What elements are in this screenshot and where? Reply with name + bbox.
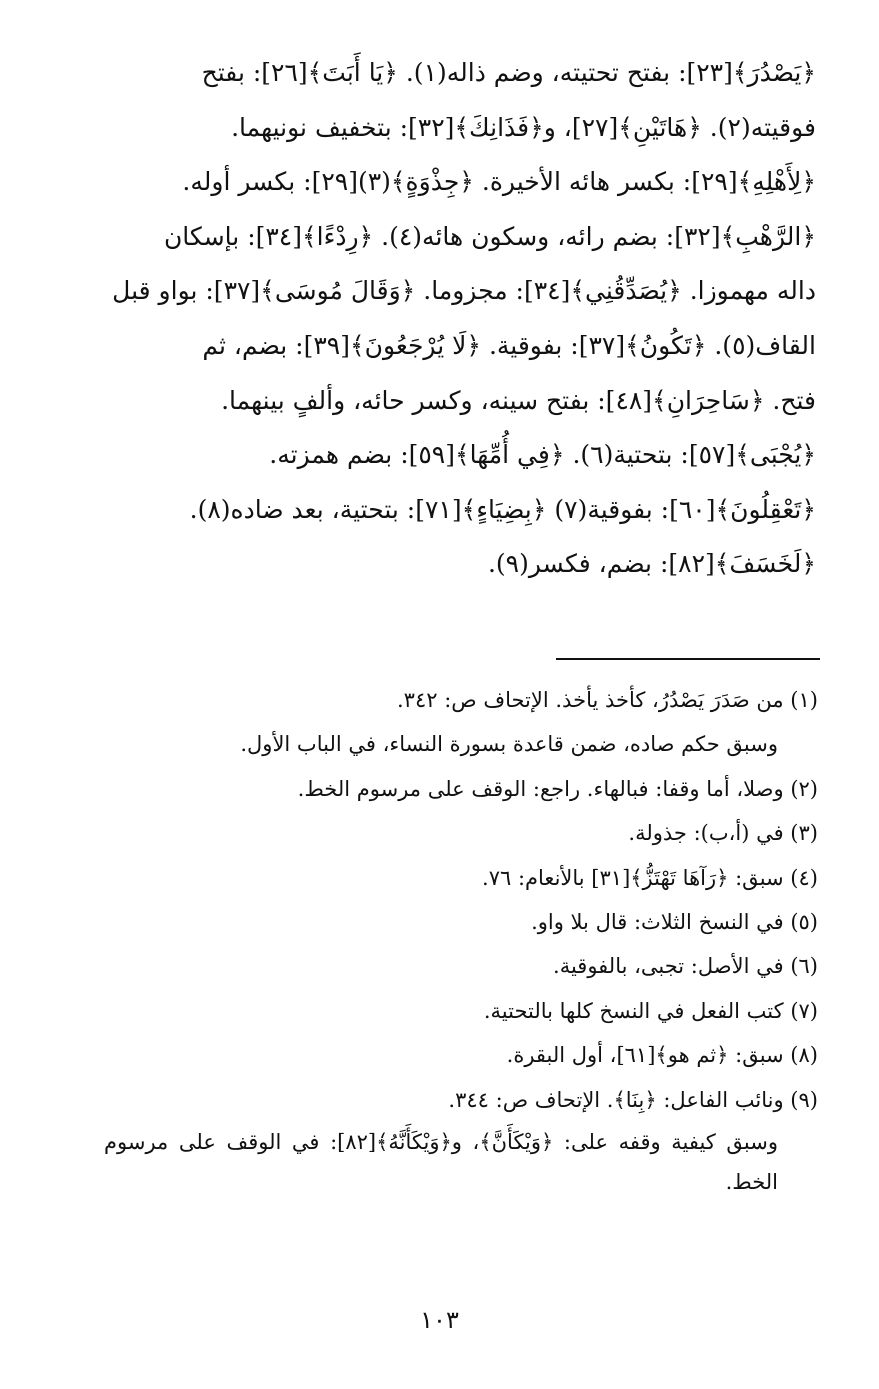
footnote-5: (٥) في النسخ الثلاث: قال بلا واو. bbox=[531, 910, 818, 935]
footnote-1: (١) من صَدَرَ يَصْدُرُ، كأخذ يأخذ. الإتحاف ص: ٣٤٢. bbox=[396, 688, 818, 712]
footnote-9-continuation: وسبق كيفية وقفه على: ﴿وَيْكَأَنَّ﴾، و﴿وَيْكَأَنَّهُ﴾[٨٢]: في الوقف على مرسوم الخط. bbox=[104, 1130, 778, 1195]
main-line: فتح. ﴿سَاحِرَانِ﴾[٤٨]: بفتح سينه، وكسر حائه، وألفٍ بينهما. bbox=[221, 385, 816, 415]
footnote-7: (٧) كتب الفعل في النسخ كلها بالتحتية. bbox=[483, 998, 818, 1023]
footnote-8: (٨) سبق: ﴿ثم هو﴾[٦١]، أول البقرة. bbox=[506, 1043, 818, 1068]
main-line: ﴿يَصْدُرَ﴾[٢٣]: بفتح تحتيته، وضم ذاله(١). ﴿يَا أَبَتَ﴾[٢٦]: بفتح bbox=[201, 58, 816, 87]
main-line: ﴿لَخَسَفَ﴾[٨٢]: بضم، فكسر(٩). bbox=[487, 549, 816, 579]
footnote-separator bbox=[556, 658, 820, 660]
main-line: ﴿يُجْبَى﴾[٥٧]: بتحتية(٦). ﴿فِي أُمِّهَا﴾[٥٩]: بضم همزته. bbox=[269, 440, 816, 470]
footnote-2: (٢) وصلا، أما وقفا: فبالهاء. راجع: الوقف على مرسوم الخط. bbox=[297, 776, 818, 801]
main-line: القاف(٥). ﴿تَكُونُ﴾[٣٧]: بفوقية. ﴿لَا يُرْجَعُونَ﴾[٣٩]: بضم، ثم bbox=[202, 330, 816, 360]
footnote-6: (٦) في الأصل: تجبى، بالفوقية. bbox=[553, 954, 818, 979]
footnotes bbox=[104, 678, 820, 1202]
main-line: فوقيته(٢). ﴿هَاتَيْنِ﴾[٢٧]، و﴿فَذَانِكَ﴾[٣٢]: بتخفيف نونيهما. bbox=[231, 112, 816, 142]
page-number: ١٠٣ bbox=[420, 1306, 459, 1334]
footnote-3: (٣) في (أ،ب): جذولة. bbox=[628, 821, 818, 846]
main-text bbox=[104, 46, 816, 592]
footnote-4: (٤) سبق: ﴿رَآهَا تَهْتَزُّ﴾[٣١] بالأنعام: ٧٦. bbox=[482, 865, 818, 890]
main-line: داله مهموزا. ﴿يُصَدِّقُنِي﴾[٣٤]: مجزوما. ﴿وَقَالَ مُوسَى﴾[٣٧]: بواو قبل bbox=[112, 276, 816, 306]
footnote-1-continuation: وسبق حكم صاده، ضمن قاعدة بسورة النساء، في الباب الأول. bbox=[240, 732, 778, 757]
footnote-9: (٩) ونائب الفاعل: ﴿بِنَا﴾. الإتحاف ص: ٣٤٤. bbox=[448, 1087, 818, 1112]
main-line: ﴿لِأَهْلِهِ﴾[٢٩]: بكسر هائه الأخيرة. ﴿جِذْوَةٍ﴾(٣)[٢٩]: بكسر أوله. bbox=[182, 167, 816, 197]
main-line: ﴿الرَّهْبِ﴾[٣٢]: بضم رائه، وسكون هائه(٤). ﴿رِدْءًا﴾[٣٤]: بإسكان bbox=[163, 221, 816, 251]
main-line: ﴿تَعْقِلُونَ﴾[٦٠]: بفوقية(٧) ﴿بِضِيَاءٍ﴾[٧١]: بتحتية، بعد ضاده(٨). bbox=[189, 494, 816, 524]
